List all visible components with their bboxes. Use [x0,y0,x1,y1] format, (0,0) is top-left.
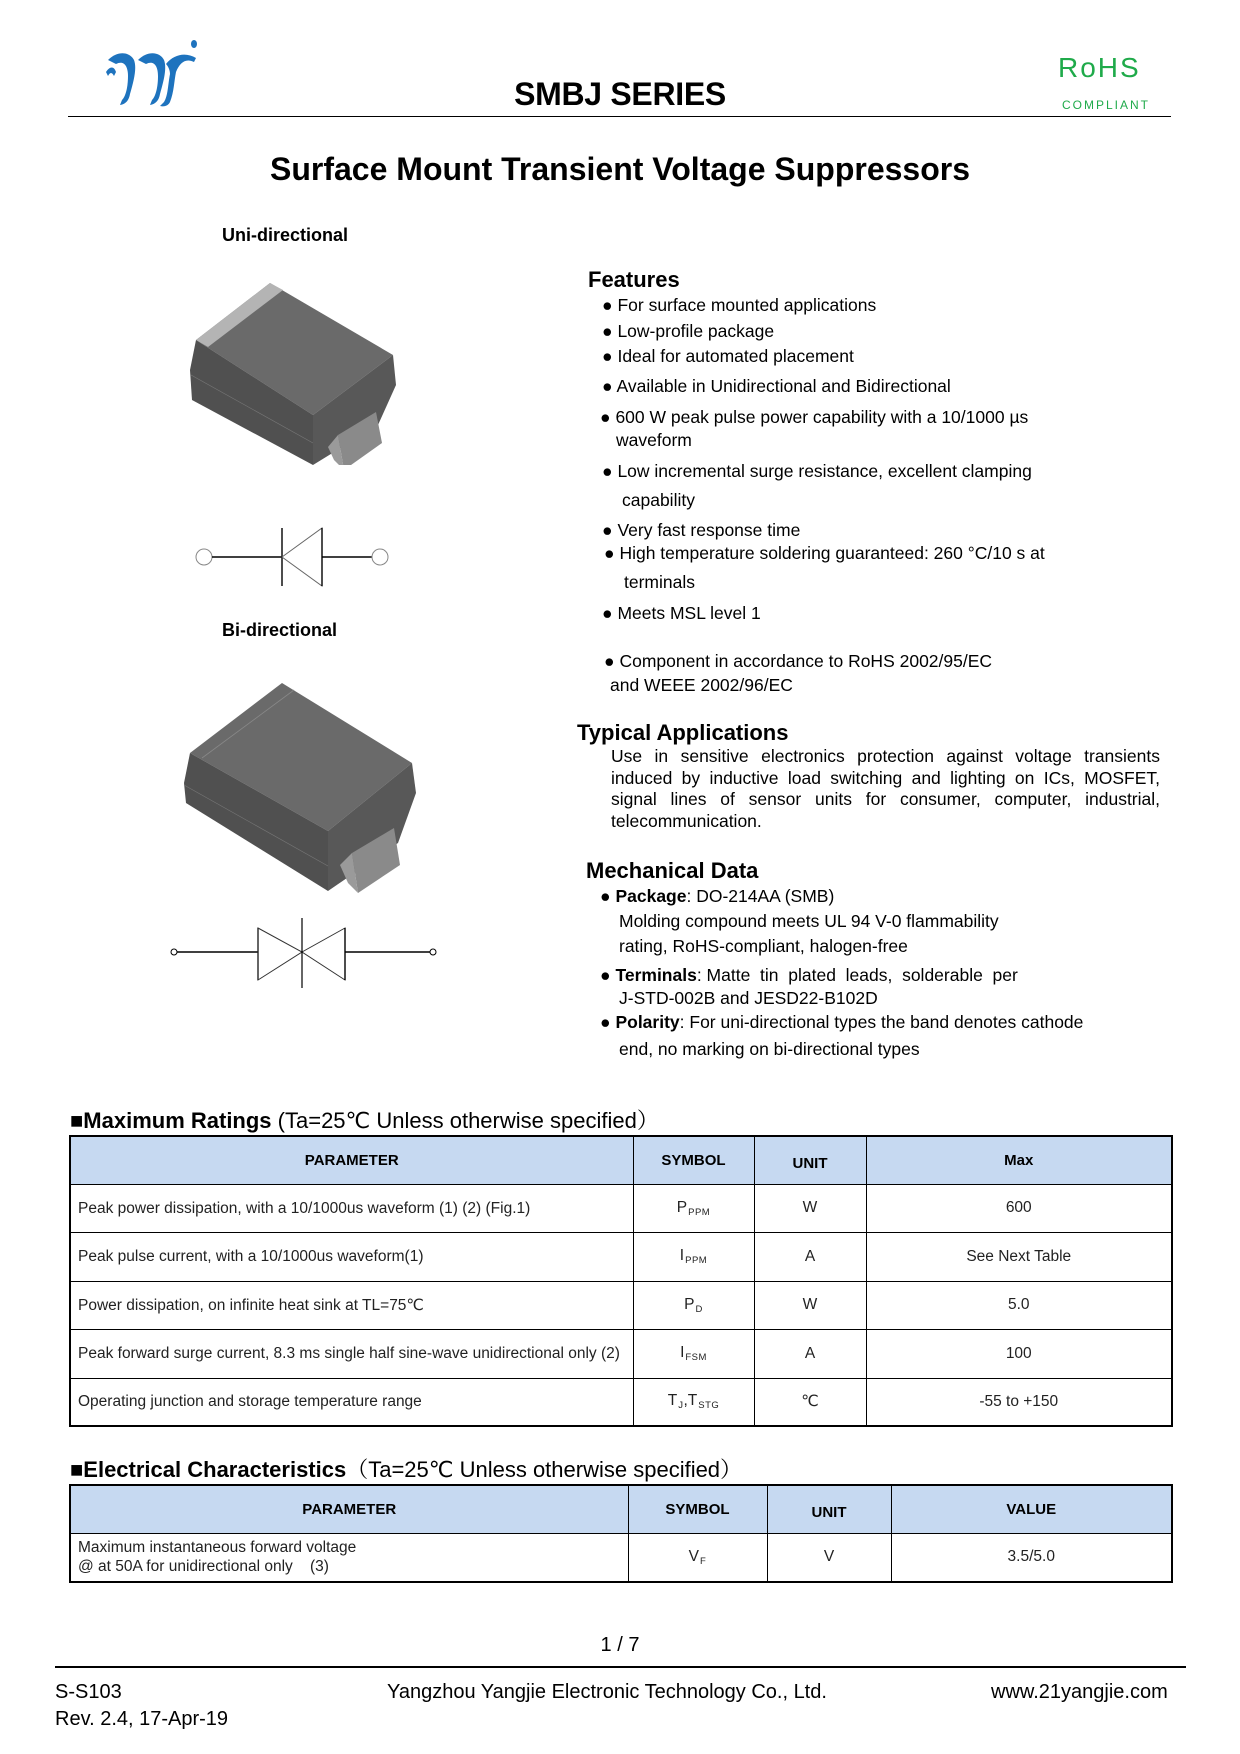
symbol-main: ,T [683,1392,698,1410]
value-cell: 5.0 [866,1281,1172,1329]
bullet-icon: ● [604,651,615,671]
terminals-label: Terminals [615,965,697,985]
symbol-main: T [667,1392,678,1410]
page-number: 1 / 7 [600,1634,640,1656]
table-header-row [70,1485,1172,1533]
mechanical-package-line3: rating, RoHS-compliant, halogen-free [619,936,908,956]
value-cell: See Next Table [866,1232,1172,1281]
mechanical-package-item [600,884,834,908]
bullet-icon: ● [600,1012,611,1032]
feature-item [604,649,992,673]
feature-text: Available in Unidirectional and Bidirectional [616,376,951,396]
symbol-subscript: F [700,1555,707,1567]
table-row [70,1184,1172,1232]
footer-divider [55,1666,1186,1668]
symbol-main: V [688,1547,700,1565]
feature-item [602,601,761,625]
electrical-table [69,1484,1173,1583]
column-header-value: VALUE [891,1485,1172,1533]
uni-directional-package-image [188,275,408,470]
parameter-cell: Power dissipation, on infinite heat sink at TL=75℃ [70,1281,633,1329]
terminals-value: : Matte tin plated leads, solderable per [696,965,1018,985]
uni-directional-symbol-icon [192,526,392,593]
symbol-cell [633,1378,754,1426]
bullet-icon: ● [602,520,613,540]
package-label: Package [615,886,687,906]
feature-text: Low incremental surge resistance, excellent clamping [617,461,1032,481]
bi-directional-package-image [180,683,420,903]
feature-item [600,405,1028,429]
header-divider [68,116,1171,117]
feature-text: For surface mounted applications [617,295,877,315]
feature-text: High temperature soldering guaranteed: 260 °C/10 s at [619,543,1045,563]
feature-item [604,541,1045,565]
column-header-unit: UNIT [754,1136,866,1184]
max-ratings-title-condition: (Ta=25℃ Unless otherwise specified） [271,1108,659,1133]
feature-item [602,319,774,343]
parameter-line: @ at 50A for unidirectional only (3) [78,1558,329,1576]
page-title: Surface Mount Transient Voltage Suppressors [270,151,970,187]
electrical-title-bold: ■Electrical Characteristics [70,1457,347,1482]
symbol-main: I [679,1247,685,1264]
column-header-symbol: SYMBOL [633,1136,754,1184]
feature-item [602,374,951,398]
bullet-icon: ● [602,346,613,366]
bullet-icon: ● [604,543,615,563]
bullet-icon: ● [602,603,613,623]
value-cell: 600 [866,1184,1172,1232]
column-header-parameter: PARAMETER [70,1485,628,1533]
parameter-cell: Peak pulse current, with a 10/1000us waveform(1) [70,1232,633,1281]
electrical-title-condition: （Ta=25℃ Unless otherwise specified） [346,1457,743,1482]
rohs-compliant-label: COMPLIANT [1062,98,1151,112]
symbol-cell [633,1184,754,1232]
revision-date: Rev. 2.4, 17-Apr-19 [55,1708,229,1730]
table-row [70,1533,1172,1582]
package-value: : DO-214AA (SMB) [686,886,835,906]
features-heading: Features [588,267,680,292]
feature-item [602,518,800,542]
feature-text: Low-profile package [617,321,775,341]
bullet-icon: ● [602,321,613,341]
unit-cell: A [754,1329,866,1378]
symbol-subscript: FSM [685,1352,707,1363]
bullet-icon: ● [602,376,613,396]
series-title: SMBJ SERIES [514,76,726,112]
symbol-subscript: PPM [685,1255,708,1266]
value-cell: 100 [866,1329,1172,1378]
max-ratings-title-bold: ■Maximum Ratings [70,1108,272,1133]
bi-directional-symbol-icon [168,916,438,993]
symbol-cell [633,1281,754,1329]
applications-heading: Typical Applications [577,720,789,745]
unit-cell: A [754,1232,866,1281]
table-row [70,1232,1172,1281]
parameter-cell: Peak power dissipation, with a 10/1000us waveform (1) (2) (Fig.1) [70,1184,633,1232]
parameter-line: Maximum instantaneous forward voltage [78,1539,357,1557]
symbol-main: P [684,1295,695,1313]
unit-cell: W [754,1281,866,1329]
feature-text: Component in accordance to RoHS 2002/95/EC [619,651,993,671]
column-header-symbol: SYMBOL [628,1485,767,1533]
polarity-value: : For uni-directional types the band denotes cathode [679,1012,1084,1032]
feature-text: Meets MSL level 1 [617,603,761,623]
symbol-main: I [680,1344,685,1361]
symbol-subscript: PPM [688,1206,711,1218]
column-header-parameter: PARAMETER [70,1136,633,1184]
value-cell: 3.5/5.0 [891,1533,1172,1582]
unit-cell: W [754,1184,866,1232]
company-name: Yangzhou Yangjie Electronic Technology Co., Ltd. [387,1681,827,1703]
mechanical-package-line2: Molding compound meets UL 94 V-0 flammability [619,911,999,931]
doc-code: S-S103 [55,1681,122,1703]
feature-continuation: and WEEE 2002/96/EC [610,675,793,695]
symbol-subscript: STG [698,1400,720,1412]
feature-continuation: waveform [616,430,692,450]
mechanical-terminals-line2: J-STD-002B and JESD22-B102D [619,988,878,1008]
applications-text: Use in sensitive electronics protection against voltage transients induced by inductive load switching and lighting on ICs, MOSFET, signal lines of sensor units for consumer, computer, industrial, telecommunication. [611,746,1160,831]
symbol-main: P [676,1198,688,1216]
mechanical-polarity-line2: end, no marking on bi-directional types [619,1039,920,1059]
mechanical-heading: Mechanical Data [586,858,759,883]
column-header-max: Max [866,1136,1172,1184]
symbol-cell [633,1329,754,1378]
column-header-unit: UNIT [767,1485,891,1533]
feature-text: Very fast response time [617,520,801,540]
feature-text: Ideal for automated placement [617,346,854,366]
feature-continuation: terminals [624,572,695,592]
parameter-cell: Operating junction and storage temperature range [70,1378,633,1426]
bi-directional-label: Bi-directional [222,620,338,640]
polarity-label: Polarity [615,1012,680,1032]
bullet-icon: ● [600,407,611,427]
max-ratings-title [70,1104,659,1135]
mechanical-polarity-item [600,1010,1083,1034]
table-row [70,1378,1172,1426]
parameter-cell [70,1533,628,1582]
unit-cell: ℃ [754,1378,866,1426]
electrical-title [70,1453,742,1484]
table-row [70,1329,1172,1378]
unit-cell: V [767,1533,891,1582]
mechanical-terminals-item [600,963,1018,987]
feature-text: 600 W peak pulse power capability with a 10/1000 µs [615,407,1029,427]
symbol-cell [628,1533,767,1582]
bullet-icon: ● [600,886,611,906]
max-ratings-table [69,1135,1173,1427]
value-cell: -55 to +150 [866,1378,1172,1426]
bullet-icon: ● [602,295,613,315]
bullet-icon: ● [602,461,613,481]
uni-directional-label: Uni-directional [222,225,349,245]
bullet-icon: ● [600,965,611,985]
feature-item [602,344,854,368]
symbol-subscript: D [695,1303,703,1315]
symbol-cell [633,1232,754,1281]
parameter-cell: Peak forward surge current, 8.3 ms single half sine-wave unidirectional only (2) [70,1329,633,1378]
symbol-subscript: J [678,1400,684,1412]
feature-item [602,293,876,317]
feature-item [602,459,1032,483]
website-link[interactable]: www.21yangjie.com [991,1681,1168,1703]
feature-continuation: capability [622,490,695,510]
table-header-row [70,1136,1172,1184]
table-row [70,1281,1172,1329]
rohs-badge: RoHS [1058,52,1141,83]
